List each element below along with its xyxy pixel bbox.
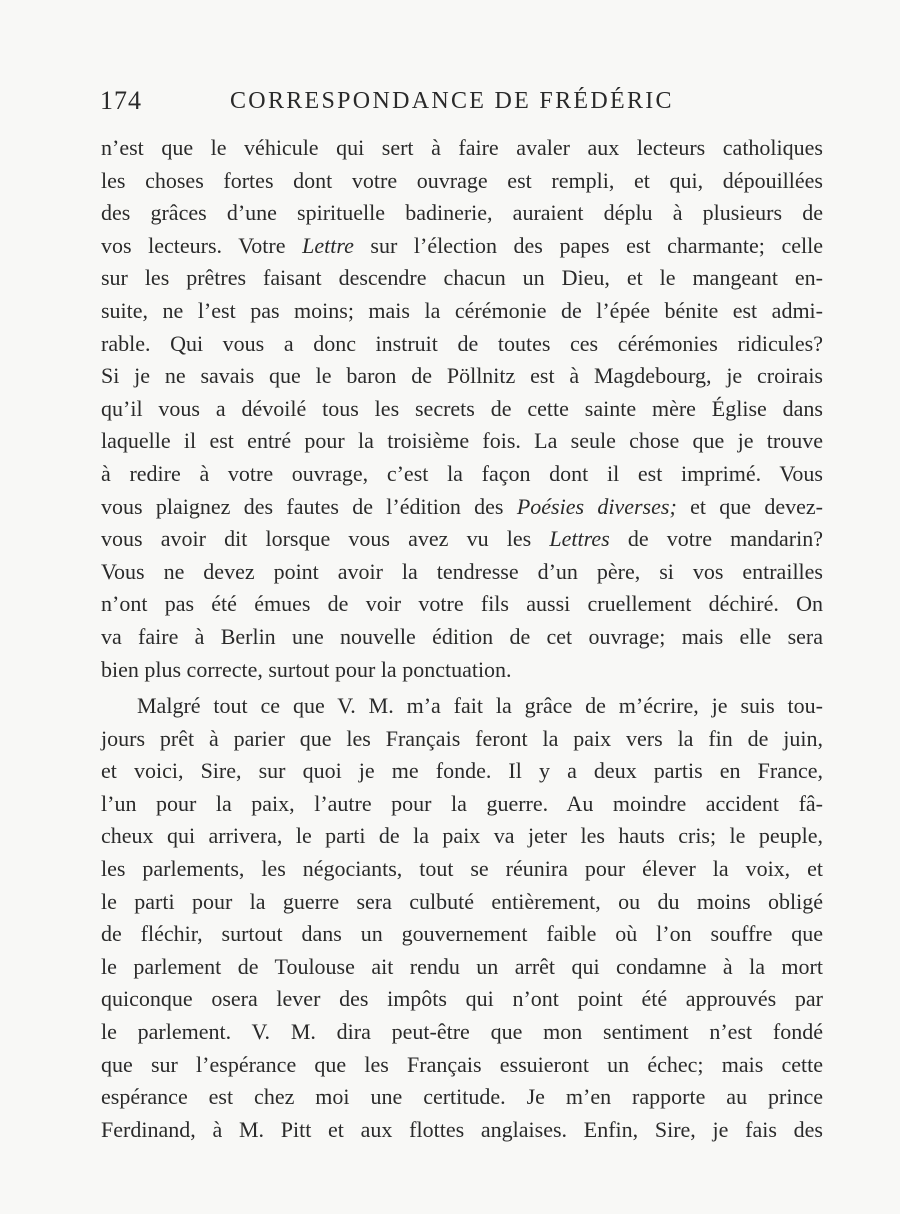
paragraph-2	[101, 690, 823, 1146]
text-line: le parti pour la guerre sera culbuté entièrement, ou du moins obligé	[101, 888, 823, 914]
text-line: Malgré tout ce que V. M. m’a fait la grâce de m’écrire, je suis tou-	[137, 693, 823, 719]
text-line: à redire à votre ouvrage, c’est la façon dont il est imprimé. Vous	[101, 460, 823, 486]
text-line: le parlement de Toulouse ait rendu un arrêt qui condamne à la mort	[101, 953, 823, 979]
text-line: vous avoir dit lorsque vous avez vu les Lettres de votre mandarin?	[101, 526, 823, 552]
text-line: que sur l’espérance que les Français essuieront un échec; mais cette	[101, 1051, 823, 1077]
text-line: va faire à Berlin une nouvelle édition de cet ouvrage; mais elle sera	[101, 623, 823, 649]
text-line: jours prêt à parier que les Français feront la paix vers la fin de juin,	[101, 725, 823, 751]
text-line: Si je ne savais que le baron de Pöllnitz est à Magdebourg, je croirais	[101, 363, 823, 389]
text-line: bien plus correcte, surtout pour la ponctuation.	[101, 656, 512, 682]
body-text	[101, 132, 823, 1146]
text-line: quiconque osera lever des impôts qui n’ont point été approuvés par	[101, 986, 823, 1012]
text-line: Vous ne devez point avoir la tendresse d’un père, si vos entrailles	[101, 558, 823, 584]
text-line: et voici, Sire, sur quoi je me fonde. Il y a deux partis en France,	[101, 758, 823, 784]
text-line: l’un pour la paix, l’autre pour la guerre. Au moindre accident fâ-	[101, 790, 823, 816]
text-line: n’est que le véhicule qui sert à faire avaler aux lecteurs catholiques	[101, 135, 823, 160]
text-line: les parlements, les négociants, tout se réunira pour élever la voix, et	[101, 856, 823, 882]
text-line: laquelle il est entré pour la troisième fois. La seule chose que je trouve	[101, 428, 823, 454]
text-line: les choses fortes dont votre ouvrage est rempli, et qui, dépouillées	[101, 167, 823, 193]
text-line: rable. Qui vous a donc instruit de toutes ces cérémonies ridicules?	[101, 330, 823, 356]
text-line: vos lecteurs. Votre Lettre sur l’élection des papes est charmante; celle	[101, 232, 823, 258]
text-line: sur les prêtres faisant descendre chacun un Dieu, et le mangeant en-	[101, 265, 823, 291]
text-line: qu’il vous a dévoilé tous les secrets de cette sainte mère Église dans	[101, 395, 823, 421]
text-line: le parlement. V. M. dira peut-être que mon sentiment n’est fondé	[101, 1019, 823, 1045]
text-line: des grâces d’une spirituelle badinerie, auraient déplu à plusieurs de	[101, 200, 823, 226]
text-line: de fléchir, surtout dans un gouvernement faible où l’on souffre que	[101, 921, 823, 947]
paragraph-1	[101, 132, 823, 686]
text-line: suite, ne l’est pas moins; mais la cérémonie de l’épée bénite est admi-	[101, 297, 823, 323]
text-line: n’ont pas été émues de voir votre fils aussi cruellement déchiré. On	[101, 591, 823, 617]
text-line: vous plaignez des fautes de l’édition des Poésies diverses; et que devez-	[101, 493, 824, 519]
text-line: espérance est chez moi une certitude. Je m’en rapporte au prince	[101, 1084, 823, 1110]
text-line: cheux qui arrivera, le parti de la paix va jeter les hauts cris; le peuple,	[101, 823, 823, 849]
running-head	[100, 86, 822, 126]
text-line: Ferdinand, à M. Pitt et aux flottes anglaises. Enfin, Sire, je fais des	[101, 1116, 823, 1142]
running-title: CORRESPONDANCE DE FRÉDÉRIC	[230, 88, 674, 114]
page-number: 174	[100, 86, 142, 115]
